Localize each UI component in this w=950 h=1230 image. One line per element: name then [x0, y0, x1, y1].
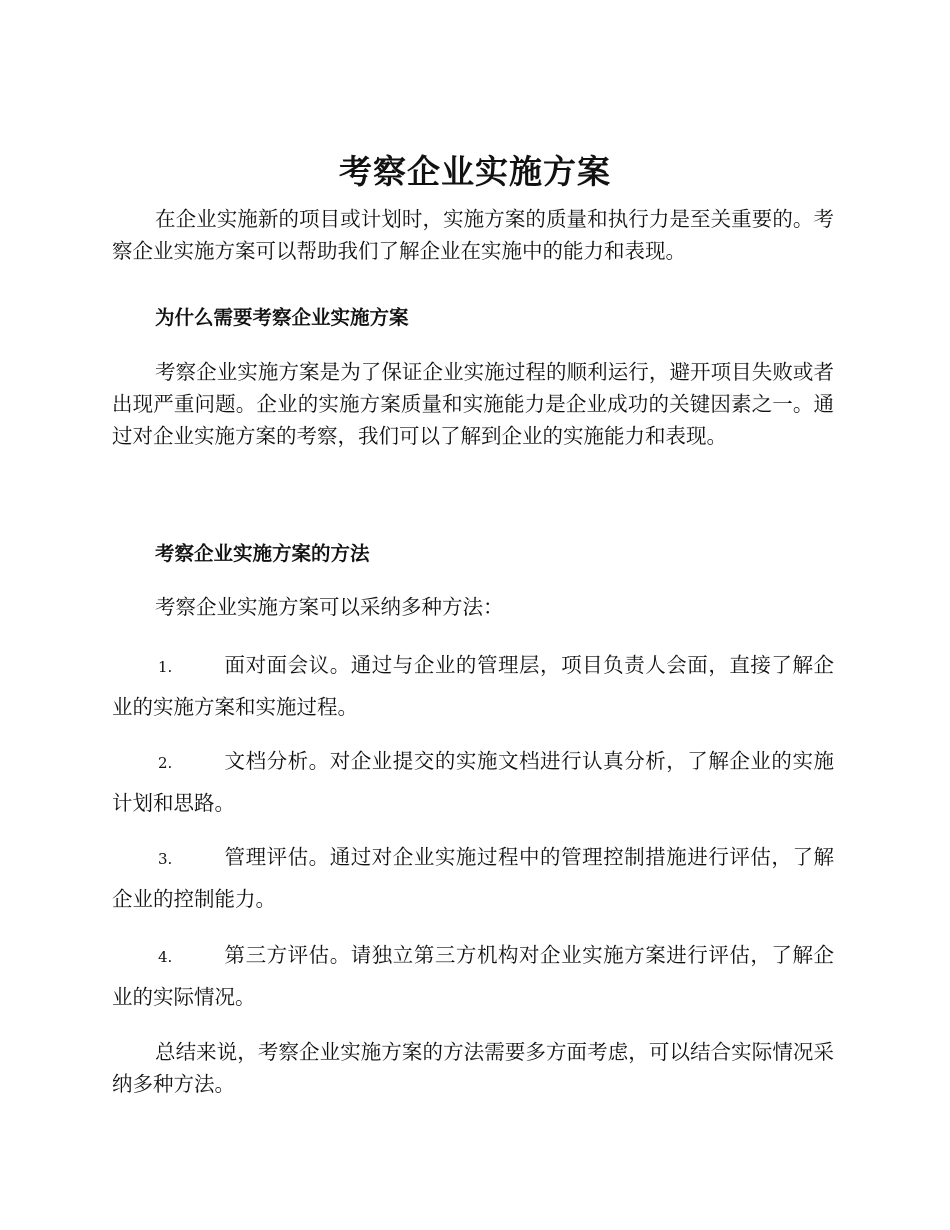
conclusion-paragraph: 总结来说，考察企业实施方案的方法需要多方面考虑，可以结合实际情况采纳多种方法。	[112, 1040, 834, 1096]
section-body-why: 考察企业实施方案是为了保证企业实施过程的顺利运行，避开项目失败或者出现严重问题。企业的实施方案质量和实施能力是企业成功的关键因素之一。通过对企业实施方案的考察，我们可以了解到企业的实施能力和表现。	[112, 360, 834, 448]
intro-paragraph: 在企业实施新的项目或计划时，实施方案的质量和执行力是至关重要的。考察企业实施方案可以帮助我们了解企业在实施中的能力和表现。	[112, 207, 834, 263]
list-item-text: 面对面会议。通过与企业的管理层，项目负责人会面，直接了解企业的实施方案和实施过程。	[112, 653, 834, 719]
method-item-1	[112, 645, 834, 727]
list-item-text: 管理评估。通过对企业实施过程中的管理控制措施进行评估，了解企业的控制能力。	[112, 845, 834, 911]
method-item-2	[112, 741, 834, 823]
section-heading-why: 为什么需要考察企业实施方案	[155, 306, 409, 329]
method-item-4	[112, 935, 834, 1017]
document-title: 考察企业实施方案	[339, 152, 611, 191]
list-item-number: 1.	[158, 658, 173, 676]
list-item-text: 文档分析。对企业提交的实施文档进行认真分析，了解企业的实施计划和思路。	[112, 749, 834, 815]
list-item-number: 3.	[158, 850, 173, 868]
method-item-3	[112, 837, 834, 919]
list-item-text: 第三方评估。请独立第三方机构对企业实施方案进行评估，了解企业的实际情况。	[112, 943, 834, 1009]
section-heading-methods: 考察企业实施方案的方法	[155, 542, 370, 565]
list-item-number: 2.	[158, 754, 173, 772]
list-item-number: 4.	[158, 948, 173, 966]
methods-lead-paragraph: 考察企业实施方案可以采纳多种方法：	[155, 595, 504, 619]
